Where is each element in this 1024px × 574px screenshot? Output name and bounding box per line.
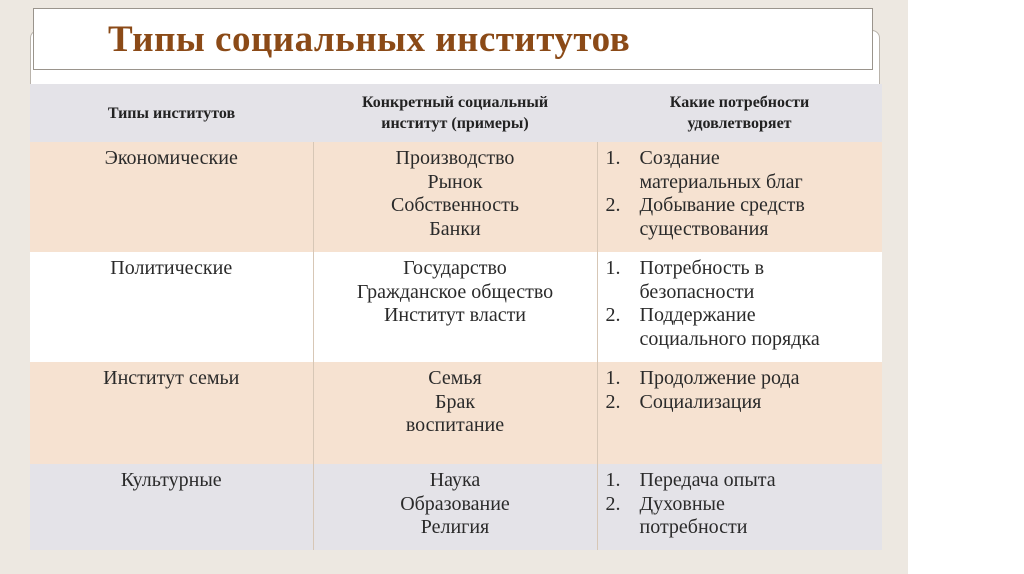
example-item: Производство: [395, 147, 515, 169]
need-item: [606, 469, 882, 493]
example-item: Религия: [420, 516, 490, 538]
header-needs: [597, 84, 882, 142]
cell-examples: [313, 464, 597, 550]
table-row: [30, 464, 882, 550]
need-text: [640, 194, 882, 241]
need-text: [640, 391, 882, 415]
example-item: Семья: [428, 367, 482, 389]
need-line: Добывание средств: [639, 194, 805, 216]
need-text: [640, 257, 882, 304]
need-text: [640, 147, 882, 194]
need-line: Духовные: [639, 492, 725, 515]
header-examples-text: Конкретный социальный институт (примеры): [361, 94, 549, 132]
need-text: [640, 304, 882, 351]
example-item: воспитание: [405, 414, 505, 436]
cell-examples: [313, 142, 597, 252]
need-number: 2.: [605, 390, 621, 413]
example-item: Банки: [429, 217, 481, 240]
table-row: [30, 142, 882, 252]
need-line: потребности: [639, 516, 748, 538]
cell-type: Институт семьи: [30, 362, 313, 464]
need-line: Создание: [639, 147, 720, 169]
need-line: Передача опыта: [639, 469, 776, 491]
example-item: Гражданское общество: [356, 280, 554, 303]
page-title: Типы социальных институтов: [108, 18, 631, 60]
header-examples: [313, 84, 597, 142]
cell-needs: [597, 362, 882, 464]
need-item: [606, 194, 882, 241]
header-types: Типы институтов: [30, 84, 313, 142]
need-line: Потребность в: [639, 257, 765, 279]
institutions-table: [30, 84, 882, 550]
cell-examples: [313, 362, 597, 464]
cell-needs: [597, 142, 882, 252]
example-item: Наука: [429, 469, 481, 491]
need-number: 2.: [605, 304, 621, 326]
need-number: 2.: [605, 492, 621, 515]
table-header-row: [30, 84, 882, 142]
example-item: Собственность: [391, 194, 519, 216]
need-line: Поддержание: [639, 304, 756, 326]
cell-needs: [597, 464, 882, 550]
need-text: [640, 469, 882, 493]
need-item: [606, 367, 882, 391]
need-item: [606, 391, 882, 415]
header-needs-text: Какие потребности удовлетворяет: [669, 94, 810, 132]
table-row: [30, 252, 882, 362]
example-item: Институт власти: [383, 304, 527, 326]
need-line: Социализация: [639, 390, 762, 413]
need-text: [640, 493, 882, 540]
cell-type: Культурные: [30, 464, 313, 550]
need-line: социального порядка: [639, 327, 820, 350]
cell-type: Политические: [30, 252, 313, 362]
cell-needs: [597, 252, 882, 362]
need-line: существования: [639, 217, 769, 240]
need-item: [606, 304, 882, 351]
need-number: 1.: [605, 257, 621, 279]
need-text: [640, 367, 882, 391]
need-number: 1.: [605, 469, 621, 491]
table-row: [30, 362, 882, 464]
example-item: Государство: [403, 257, 507, 279]
need-item: [606, 147, 882, 194]
cell-examples: [313, 252, 597, 362]
need-number: 1.: [605, 367, 621, 389]
cell-type: Экономические: [30, 142, 313, 252]
need-number: 1.: [605, 147, 621, 169]
need-item: [606, 493, 882, 540]
example-item: Рынок: [427, 170, 483, 193]
need-line: безопасности: [639, 280, 755, 303]
need-number: 2.: [605, 194, 621, 216]
example-item: Образование: [400, 492, 510, 515]
need-line: Продолжение рода: [639, 367, 800, 389]
need-item: [606, 257, 882, 304]
example-item: Брак: [434, 390, 476, 413]
title-box: [33, 8, 873, 70]
need-line: материальных благ: [639, 170, 803, 193]
